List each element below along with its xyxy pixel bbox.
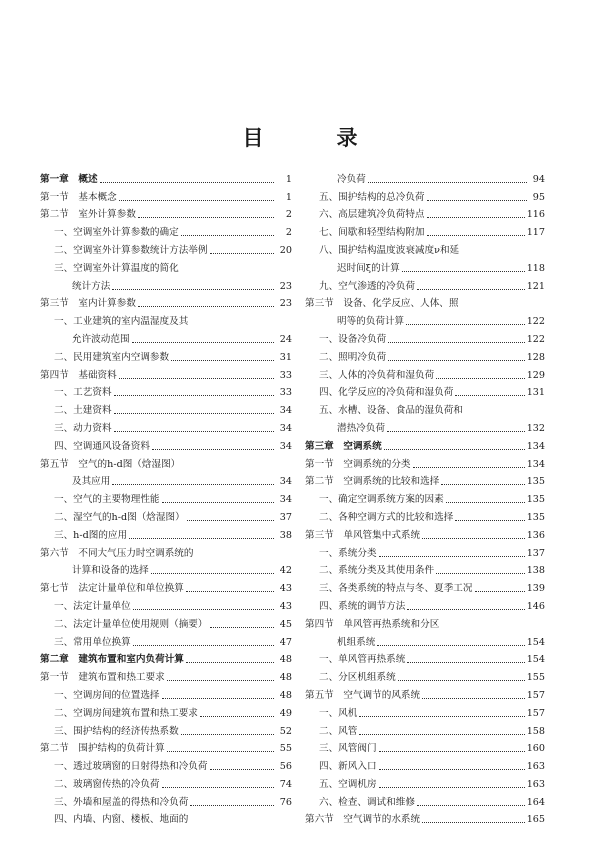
toc-entry (305, 257, 545, 275)
toc-entry-page: 121 (526, 280, 545, 292)
toc-entry-page: 2 (285, 227, 292, 239)
dot-leader (210, 769, 275, 770)
toc-entry-title: 三、外墙和屋盖的得热和冷负荷 (54, 796, 189, 808)
toc-entry (305, 577, 545, 595)
toc-entry-page: 134 (526, 440, 545, 452)
toc-entry-title: 一、透过玻璃窗的日射得热和冷负荷 (54, 761, 208, 773)
toc-entry-title: 第二节 空调系统的比较和选择 (305, 476, 440, 488)
dot-leader (379, 787, 525, 788)
toc-entry-title: 一、空调房间的位置选择 (54, 689, 160, 701)
dot-leader (181, 734, 274, 735)
toc-entry (40, 435, 292, 453)
dot-leader (398, 680, 525, 681)
dot-leader (100, 182, 274, 183)
toc-entry (40, 720, 292, 738)
toc-entry-title: 四、空调通风设备资料 (54, 440, 150, 452)
dot-leader (441, 484, 524, 485)
toc-entry (305, 346, 545, 364)
dot-leader (112, 289, 274, 290)
dot-leader (377, 645, 524, 646)
toc-entry (40, 257, 292, 275)
dot-leader (422, 698, 525, 699)
toc-entry-page: 155 (526, 672, 545, 684)
toc-entry (40, 293, 292, 311)
toc-entry-title: 二、照明冷负荷 (319, 351, 387, 363)
toc-entry-title: 四、化学反应的冷负荷和湿负荷 (319, 387, 454, 399)
toc-entry-title: 二、系统分类及其使用条件 (319, 565, 435, 577)
toc-entry (305, 524, 545, 542)
toc-entry-page: 94 (532, 173, 545, 185)
toc-entry-page: 164 (526, 796, 545, 808)
toc-entry (305, 399, 545, 417)
toc-entry (40, 773, 292, 791)
toc-entry (40, 560, 292, 578)
toc-entry-title: 三、围护结构的经济传热系数 (54, 725, 179, 737)
toc-entry-title: 二、民用建筑室内空调参数 (54, 351, 170, 363)
toc-entry-page: 122 (526, 333, 545, 345)
toc-entry (40, 186, 292, 204)
toc-entry-page: 49 (279, 707, 292, 719)
toc-entry (305, 684, 545, 702)
dot-leader (402, 271, 525, 272)
toc-entry-title: 三、人体的冷负荷和湿负荷 (319, 369, 435, 381)
toc-entry (305, 453, 545, 471)
toc-entry-page: 165 (526, 814, 545, 826)
toc-entry-title: 四、新风入口 (319, 761, 377, 773)
toc-entry-page: 139 (526, 583, 545, 595)
toc-entry-title: 五、水槽、设备、食品的湿负荷和 (319, 405, 463, 417)
toc-entry-page: 136 (526, 529, 545, 541)
dot-leader (162, 698, 274, 699)
toc-entry-title: 一、法定计量单位 (54, 600, 131, 612)
toc-entry-title: 二、空调室外计算参数统计方法举例 (54, 244, 208, 256)
toc-entry (305, 613, 545, 631)
dot-leader (379, 751, 525, 752)
toc-entry-page: 48 (279, 672, 292, 684)
toc-entry (40, 204, 292, 222)
toc-entry-title: 五、空调机房 (319, 778, 377, 790)
toc-entry-page: 135 (526, 476, 545, 488)
toc-entry (40, 666, 292, 684)
toc-entry-title: 一、设备冷负荷 (319, 333, 387, 345)
dot-leader (359, 716, 524, 717)
toc-entry-title: 第三节 单风管集中式系统 (305, 529, 421, 541)
toc-entry-page: 33 (279, 387, 292, 399)
toc-entry-title: 四、内墙、内窗、楼板、地面的 (54, 814, 189, 826)
toc-entry-title: 三、风管阀门 (319, 743, 377, 755)
toc-entry (40, 346, 292, 364)
toc-entry-title: 三、常用单位换算 (54, 636, 131, 648)
toc-entry-title: 第一节 基本概念 (40, 191, 117, 203)
toc-entry-title: 第一节 空调系统的分类 (305, 458, 411, 470)
dot-leader (388, 342, 525, 343)
toc-entry-title: 迟时间ξ的计算 (337, 262, 400, 274)
dot-leader (181, 235, 274, 236)
toc-entry (305, 275, 545, 293)
dot-leader (368, 182, 527, 183)
toc-entry-page: 118 (526, 262, 545, 274)
toc-entry-title: 第三章 空调系统 (305, 440, 382, 452)
dot-leader (167, 751, 274, 752)
toc-entry-title: 统计方法 (72, 280, 111, 292)
toc-entry-title: 及其应用 (72, 476, 111, 488)
dot-leader (138, 306, 274, 307)
toc-entry (305, 631, 545, 649)
toc-entry (305, 293, 545, 311)
toc-entry (305, 221, 545, 239)
toc-entry-title: 二、风管 (319, 725, 358, 737)
toc-entry-title: 六、检查、调试和维修 (319, 796, 415, 808)
toc-entry-page: 52 (279, 725, 292, 737)
dot-leader (427, 235, 525, 236)
toc-entry-title: 第四节 单风管再热系统和分区 (305, 618, 440, 630)
toc-entry (305, 738, 545, 756)
dot-leader (210, 253, 275, 254)
toc-entry (40, 755, 292, 773)
toc-entry-title: 一、空气的主要物理性能 (54, 494, 160, 506)
toc-entry-page: 48 (279, 654, 292, 666)
toc-entry (40, 275, 292, 293)
toc-entry (305, 168, 545, 186)
toc-entry-page: 135 (526, 511, 545, 523)
toc-entry (305, 488, 545, 506)
toc-entry (40, 809, 292, 827)
toc-entry-page: 31 (279, 351, 292, 363)
dot-leader (413, 467, 525, 468)
dot-leader (114, 431, 274, 432)
toc-entry (40, 595, 292, 613)
toc-entry-page: 34 (279, 422, 292, 434)
dot-leader (406, 324, 525, 325)
toc-entry (40, 524, 292, 542)
dot-leader (112, 484, 274, 485)
dot-leader (133, 609, 274, 610)
toc-entry-page: 160 (526, 743, 545, 755)
dot-leader (407, 662, 524, 663)
toc-entry (305, 417, 545, 435)
dot-leader (190, 805, 274, 806)
toc-entry-page: 135 (526, 494, 545, 506)
toc-entry-title: 允许波动范围 (72, 333, 130, 345)
toc-entry-page: 163 (526, 761, 545, 773)
page-title: 目 录 (242, 126, 384, 150)
dot-leader (119, 378, 274, 379)
toc-entry-title: 二、土建资料 (54, 405, 112, 417)
dot-leader (422, 538, 525, 539)
toc-entry (305, 239, 545, 257)
toc-entry-page: 20 (279, 244, 292, 256)
toc-entry-page: 34 (279, 405, 292, 417)
toc-entry-title: 一、工业建筑的室内温湿度及其 (54, 316, 189, 328)
toc-entry (305, 702, 545, 720)
toc-entry-page: 132 (526, 422, 545, 434)
dot-leader (187, 520, 274, 521)
toc-entry (305, 310, 545, 328)
toc-entry (40, 506, 292, 524)
toc-entry-title: 二、各种空调方式的比较和选择 (319, 511, 454, 523)
toc-entry-title: 八、围护结构温度波衰减度ν和延 (319, 244, 460, 256)
dot-leader (132, 342, 274, 343)
toc-entry (40, 791, 292, 809)
dot-leader (417, 289, 525, 290)
dot-leader (186, 591, 274, 592)
toc-entry (305, 186, 545, 204)
toc-entry (305, 755, 545, 773)
toc-entry-page: 137 (526, 547, 545, 559)
toc-entry (305, 542, 545, 560)
toc-entry-title: 二、法定计量单位使用规则（摘要） (54, 618, 208, 630)
toc-entry-page: 129 (526, 369, 545, 381)
dot-leader (151, 573, 274, 574)
toc-entry (40, 310, 292, 328)
toc-entry (40, 453, 292, 471)
toc-entry-title: 第一章 概述 (40, 173, 98, 185)
toc-entry-page: 154 (526, 654, 545, 666)
toc-entry-page: 95 (532, 191, 545, 203)
toc-entry-title: 一、风机 (319, 707, 358, 719)
toc-entry-page: 131 (526, 387, 545, 399)
toc-entry-page: 43 (279, 583, 292, 595)
toc-entry-page: 74 (279, 778, 292, 790)
dot-leader (422, 822, 525, 823)
toc-entry-title: 计算和设备的选择 (72, 565, 149, 577)
toc-entry-page: 24 (279, 333, 292, 345)
dot-leader (119, 200, 274, 201)
toc-entry (305, 666, 545, 684)
toc-entry-page: 1 (285, 173, 292, 185)
toc-entry-page: 146 (526, 600, 545, 612)
toc-entry-title: 第六节 不同大气压力时空调系统的 (40, 547, 194, 559)
dot-leader (436, 378, 525, 379)
toc-entry (40, 364, 292, 382)
dot-leader (387, 431, 525, 432)
toc-entry-title: 一、空调室外计算参数的确定 (54, 227, 179, 239)
toc-entry-title: 三、各类系统的特点与冬、夏季工况 (319, 583, 473, 595)
dot-leader (114, 395, 274, 396)
dot-leader (359, 734, 524, 735)
dot-leader (407, 609, 524, 610)
toc-entry (40, 738, 292, 756)
toc-entry (305, 791, 545, 809)
dot-leader (186, 662, 274, 663)
toc-entry (305, 506, 545, 524)
toc-entry-title: 冷负荷 (337, 173, 366, 185)
toc-entry-title: 五、围护结构的总冷负荷 (319, 191, 425, 203)
toc-entry-page: 122 (526, 316, 545, 328)
toc-entry-page: 48 (279, 689, 292, 701)
toc-entry (40, 328, 292, 346)
toc-entry-page: 55 (279, 743, 292, 755)
dot-leader (133, 645, 274, 646)
toc-entry (40, 702, 292, 720)
toc-entry-page: 23 (279, 280, 292, 292)
toc-entry-title: 一、系统分类 (319, 547, 377, 559)
toc-entry-page: 76 (279, 796, 292, 808)
toc-entry-page: 34 (279, 476, 292, 488)
toc-entry (40, 239, 292, 257)
toc-entry-title: 九、空气渗透的冷负荷 (319, 280, 415, 292)
toc-entry (305, 595, 545, 613)
toc-entry-page: 154 (526, 636, 545, 648)
toc-entry (305, 809, 545, 827)
toc-entry-title: 一、确定空调系统方案的因素 (319, 494, 444, 506)
toc-entry (40, 168, 292, 186)
toc-entry-title: 二、空调房间建筑布置和热工要求 (54, 707, 198, 719)
toc-column-right (305, 168, 545, 826)
toc-entry-page: 23 (279, 298, 292, 310)
toc-entry-page: 34 (279, 440, 292, 452)
dot-leader (446, 502, 525, 503)
toc-entry-page: 38 (279, 529, 292, 541)
dot-leader (427, 200, 527, 201)
toc-entry-title: 一、工艺资料 (54, 387, 112, 399)
dot-leader (388, 360, 525, 361)
dot-leader (210, 627, 275, 628)
toc-entry-title: 第一节 建筑布置和热工要求 (40, 672, 165, 684)
toc-entry-title: 三、h-d图的应用 (54, 529, 128, 541)
toc-entry-page: 134 (526, 458, 545, 470)
toc-entry (40, 631, 292, 649)
dot-leader (379, 556, 525, 557)
toc-entry (305, 364, 545, 382)
toc-entry-title: 第七节 法定计量单位和单位换算 (40, 583, 184, 595)
toc-entry-page: 128 (526, 351, 545, 363)
toc-entry-title: 第六节 空气调节的水系统 (305, 814, 421, 826)
toc-entry-title: 三、动力资料 (54, 422, 112, 434)
toc-entry-page: 117 (526, 227, 545, 239)
toc-entry-page: 45 (279, 618, 292, 630)
toc-entry (40, 613, 292, 631)
dot-leader (417, 805, 525, 806)
toc-entry (40, 382, 292, 400)
toc-entry-title: 第二节 围护结构的负荷计算 (40, 743, 165, 755)
dot-leader (200, 716, 274, 717)
toc-entry-title: 第五节 空气的h-d图（焓湿图） (40, 458, 181, 470)
toc-entry-page: 47 (279, 636, 292, 648)
toc-entry-title: 一、单风管再热系统 (319, 654, 406, 666)
toc-entry (305, 204, 545, 222)
dot-leader (138, 217, 274, 218)
toc-entry-title: 六、高层建筑冷负荷特点 (319, 209, 425, 221)
toc-entry-page: 138 (526, 565, 545, 577)
toc-entry-title: 四、系统的调节方法 (319, 600, 406, 612)
toc-entry (40, 577, 292, 595)
dot-leader (152, 449, 274, 450)
toc-entry (305, 649, 545, 667)
toc-entry (40, 417, 292, 435)
toc-entry (305, 435, 545, 453)
toc-entry-page: 42 (279, 565, 292, 577)
dot-leader (379, 769, 525, 770)
toc-entry-page: 1 (285, 191, 292, 203)
toc-entry-page: 2 (285, 209, 292, 221)
toc-entry-page: 157 (526, 707, 545, 719)
toc-entry-page: 163 (526, 778, 545, 790)
dot-leader (475, 591, 525, 592)
toc-entry (40, 399, 292, 417)
toc-entry (305, 382, 545, 400)
toc-entry-page: 56 (279, 761, 292, 773)
toc-entry-title: 第三节 室内计算参数 (40, 298, 136, 310)
toc-entry-page: 43 (279, 600, 292, 612)
toc-entry (40, 221, 292, 239)
dot-leader (129, 538, 274, 539)
toc-entry (305, 560, 545, 578)
toc-entry-title: 二、湿空气的h-d图（焓湿图） (54, 511, 185, 523)
toc-column-left (40, 168, 292, 826)
toc-entry (305, 328, 545, 346)
toc-entry-title: 二、分区机组系统 (319, 672, 396, 684)
toc-entry-title: 明等的负荷计算 (337, 316, 405, 328)
dot-leader (384, 449, 525, 450)
toc-entry-page: 157 (526, 689, 545, 701)
toc-entry-page: 37 (279, 511, 292, 523)
dot-leader (162, 502, 274, 503)
dot-leader (455, 395, 524, 396)
toc-entry-title: 潜热冷负荷 (337, 422, 385, 434)
toc-entry-title: 机组系统 (337, 636, 376, 648)
dot-leader (114, 413, 274, 414)
dot-leader (436, 573, 525, 574)
toc-entry-page: 33 (279, 369, 292, 381)
dot-leader (455, 520, 524, 521)
toc-entry (40, 542, 292, 560)
toc-entry (40, 649, 292, 667)
toc-entry-title: 第二章 建筑布置和室内负荷计算 (40, 654, 184, 666)
toc-entry-title: 三、空调室外计算温度的简化 (54, 262, 179, 274)
toc-entry (305, 720, 545, 738)
toc-entry (40, 488, 292, 506)
toc-entry-title: 七、间歇和轻型结构附加 (319, 227, 425, 239)
toc-entry (305, 471, 545, 489)
toc-entry-title: 第二节 室外计算参数 (40, 209, 136, 221)
toc-entry-title: 二、玻璃窗传热的冷负荷 (54, 778, 160, 790)
dot-leader (427, 217, 525, 218)
toc-entry-title: 第五节 空气调节的风系统 (305, 689, 421, 701)
toc-entry-title: 第四节 基础资料 (40, 369, 117, 381)
toc-entry-page: 34 (279, 494, 292, 506)
dot-leader (162, 787, 274, 788)
toc-entry-title: 第三节 设备、化学反应、人体、照 (305, 298, 459, 310)
toc-entry (40, 471, 292, 489)
toc-entry-page: 116 (526, 209, 545, 221)
toc-entry-page: 158 (526, 725, 545, 737)
dot-leader (167, 680, 274, 681)
dot-leader (171, 360, 274, 361)
toc-entry (305, 773, 545, 791)
toc-entry (40, 684, 292, 702)
